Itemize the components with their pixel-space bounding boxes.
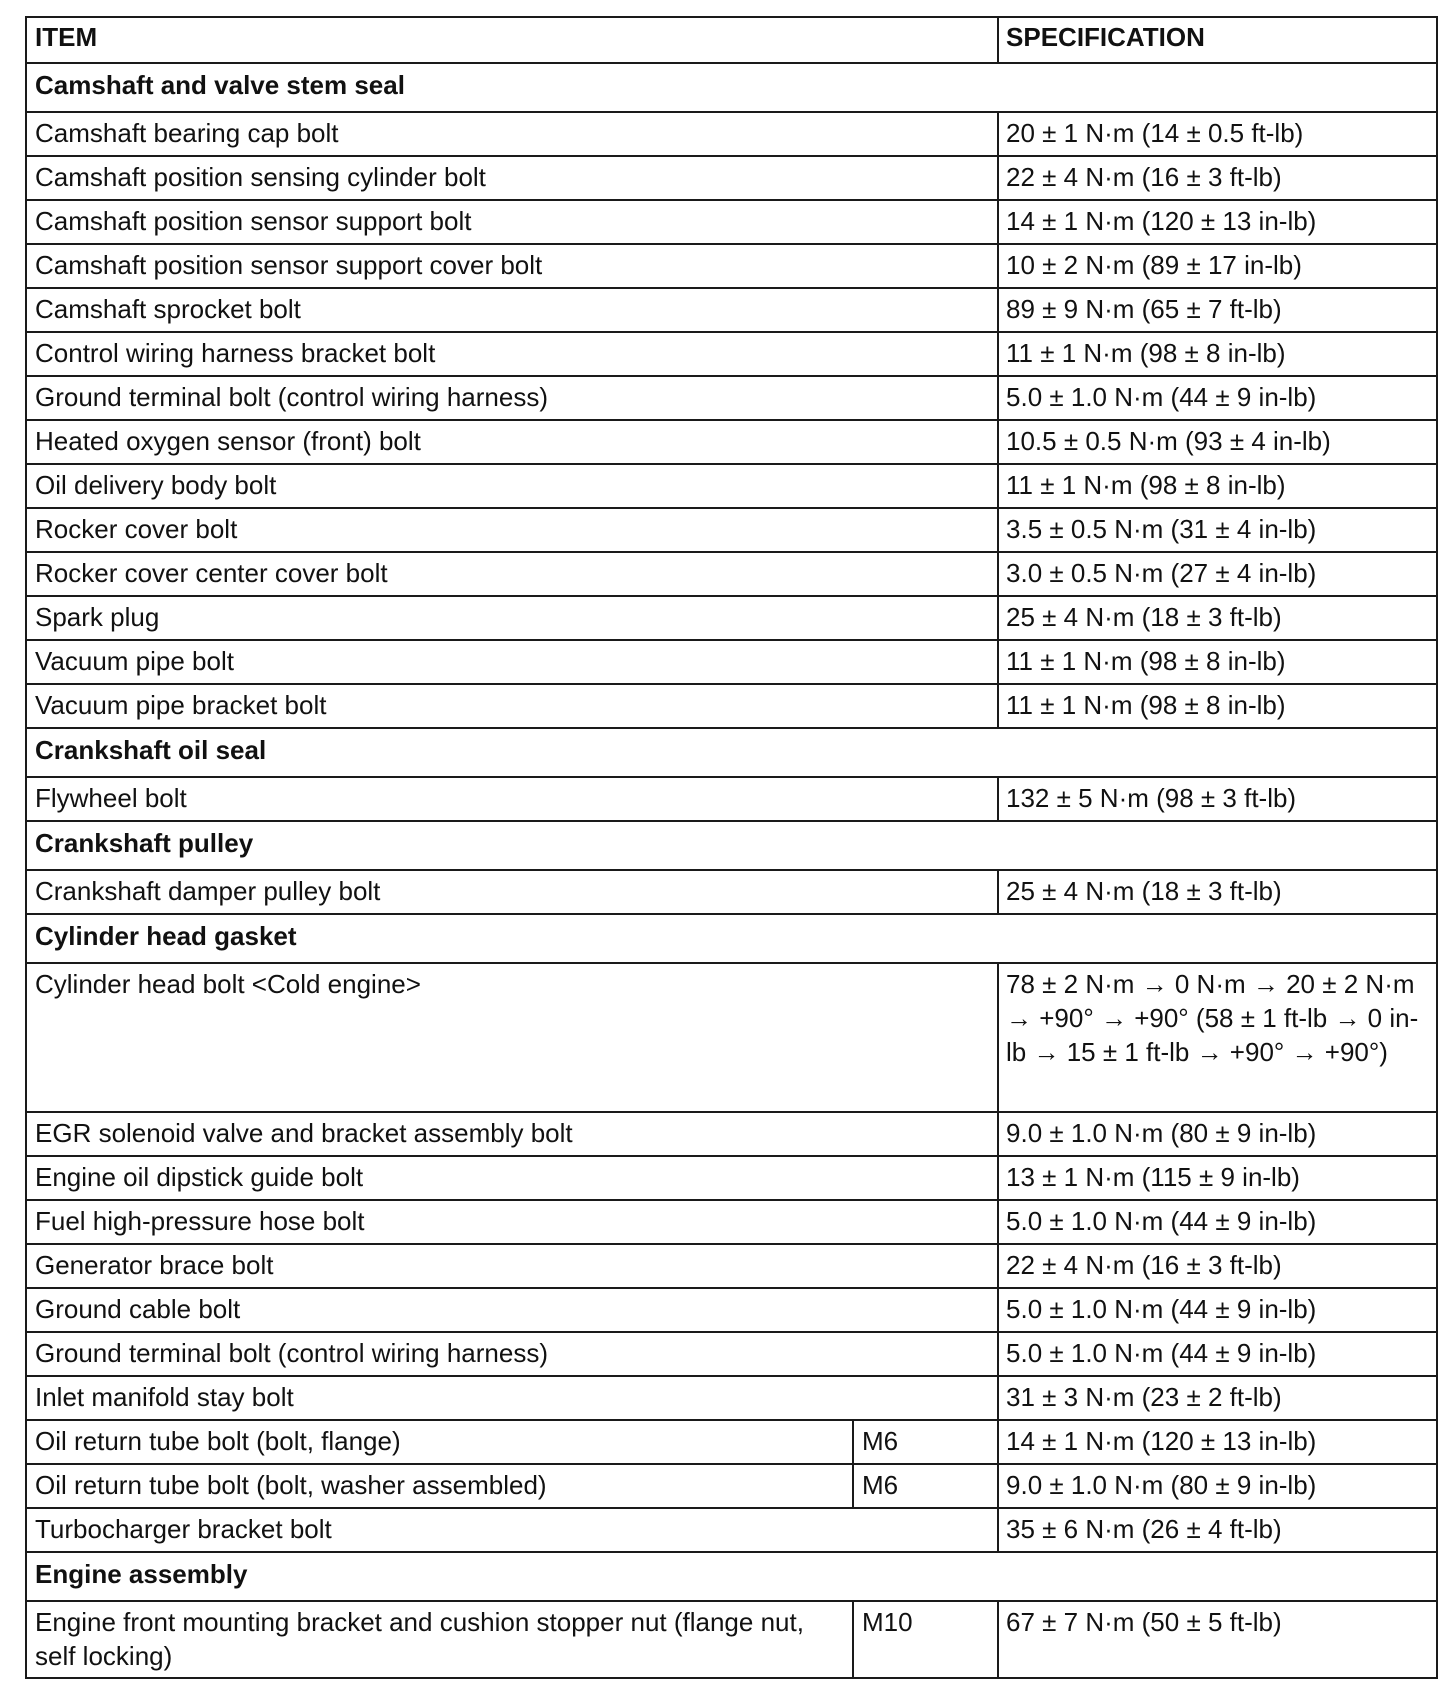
torque-spec-table — [25, 16, 1438, 1679]
table-row — [26, 596, 1437, 640]
item-column-header: ITEM — [26, 17, 998, 63]
size-cell: M6 — [853, 1420, 998, 1464]
item-cell: Fuel high-pressure hose bolt — [26, 1200, 998, 1244]
section-header-row — [26, 728, 1437, 777]
section-header-row — [26, 63, 1437, 112]
section-header-row — [26, 1552, 1437, 1601]
specification-cell: 14 ± 1 N·m (120 ± 13 in-lb) — [998, 1420, 1437, 1464]
item-cell: Crankshaft damper pulley bolt — [26, 870, 998, 914]
specification-cell: 13 ± 1 N·m (115 ± 9 in-lb) — [998, 1156, 1437, 1200]
table-row — [26, 464, 1437, 508]
section-title: Crankshaft pulley — [26, 821, 1437, 870]
table-row — [26, 640, 1437, 684]
specification-cell: 10.5 ± 0.5 N·m (93 ± 4 in-lb) — [998, 420, 1437, 464]
specification-cell: 20 ± 1 N·m (14 ± 0.5 ft-lb) — [998, 112, 1437, 156]
table-row — [26, 870, 1437, 914]
item-cell: Camshaft position sensor support bolt — [26, 200, 998, 244]
table-row — [26, 112, 1437, 156]
section-title: Cylinder head gasket — [26, 914, 1437, 963]
item-cell: Heated oxygen sensor (front) bolt — [26, 420, 998, 464]
item-cell: Ground terminal bolt (control wiring harness) — [26, 376, 998, 420]
table-row — [26, 1200, 1437, 1244]
specification-cell: 9.0 ± 1.0 N·m (80 ± 9 in-lb) — [998, 1464, 1437, 1508]
specification-cell: 78 ± 2 N·m → 0 N·m → 20 ± 2 N·m → +90° → +90° (58 ± 1 ft-lb → 0 in-lb → 15 ± 1 ft-lb → +90° → +90°) — [998, 963, 1437, 1112]
specification-cell: 25 ± 4 N·m (18 ± 3 ft-lb) — [998, 870, 1437, 914]
specification-cell: 3.0 ± 0.5 N·m (27 ± 4 in-lb) — [998, 552, 1437, 596]
item-cell: Spark plug — [26, 596, 998, 640]
header-row — [26, 17, 1437, 63]
table-row — [26, 552, 1437, 596]
specification-cell: 5.0 ± 1.0 N·m (44 ± 9 in-lb) — [998, 1288, 1437, 1332]
section-title: Crankshaft oil seal — [26, 728, 1437, 777]
table-row — [26, 1332, 1437, 1376]
specification-cell: 22 ± 4 N·m (16 ± 3 ft-lb) — [998, 1244, 1437, 1288]
item-cell: Camshaft bearing cap bolt — [26, 112, 998, 156]
item-cell: Flywheel bolt — [26, 777, 998, 821]
item-cell: Oil delivery body bolt — [26, 464, 998, 508]
item-cell: Cylinder head bolt <Cold engine> — [26, 963, 998, 1112]
table-row — [26, 1112, 1437, 1156]
table-row — [26, 1464, 1437, 1508]
specification-cell: 22 ± 4 N·m (16 ± 3 ft-lb) — [998, 156, 1437, 200]
table-row — [26, 1601, 1437, 1678]
specification-cell: 31 ± 3 N·m (23 ± 2 ft-lb) — [998, 1376, 1437, 1420]
table-row — [26, 1288, 1437, 1332]
item-cell: Ground terminal bolt (control wiring harness) — [26, 1332, 998, 1376]
specification-cell: 14 ± 1 N·m (120 ± 13 in-lb) — [998, 200, 1437, 244]
specification-cell: 5.0 ± 1.0 N·m (44 ± 9 in-lb) — [998, 376, 1437, 420]
specification-cell: 132 ± 5 N·m (98 ± 3 ft-lb) — [998, 777, 1437, 821]
item-cell: Engine front mounting bracket and cushion stopper nut (flange nut, self locking) — [26, 1601, 853, 1678]
table-row — [26, 1156, 1437, 1200]
table-row — [26, 1244, 1437, 1288]
item-cell: Engine oil dipstick guide bolt — [26, 1156, 998, 1200]
specification-cell: 5.0 ± 1.0 N·m (44 ± 9 in-lb) — [998, 1200, 1437, 1244]
table-row — [26, 1420, 1437, 1464]
item-cell: Vacuum pipe bolt — [26, 640, 998, 684]
specification-cell: 67 ± 7 N·m (50 ± 5 ft-lb) — [998, 1601, 1437, 1678]
specification-cell: 3.5 ± 0.5 N·m (31 ± 4 in-lb) — [998, 508, 1437, 552]
table-row — [26, 244, 1437, 288]
item-cell: Control wiring harness bracket bolt — [26, 332, 998, 376]
item-cell: Vacuum pipe bracket bolt — [26, 684, 998, 728]
item-cell: EGR solenoid valve and bracket assembly bolt — [26, 1112, 998, 1156]
table-row — [26, 508, 1437, 552]
specification-cell: 10 ± 2 N·m (89 ± 17 in-lb) — [998, 244, 1437, 288]
item-cell: Rocker cover bolt — [26, 508, 998, 552]
table-row — [26, 420, 1437, 464]
item-cell: Inlet manifold stay bolt — [26, 1376, 998, 1420]
table-row — [26, 1508, 1437, 1552]
item-cell: Ground cable bolt — [26, 1288, 998, 1332]
table-row — [26, 777, 1437, 821]
specification-cell: 5.0 ± 1.0 N·m (44 ± 9 in-lb) — [998, 1332, 1437, 1376]
specification-cell: 11 ± 1 N·m (98 ± 8 in-lb) — [998, 464, 1437, 508]
item-cell: Turbocharger bracket bolt — [26, 1508, 998, 1552]
size-cell: M10 — [853, 1601, 998, 1678]
item-cell: Generator brace bolt — [26, 1244, 998, 1288]
specification-cell: 25 ± 4 N·m (18 ± 3 ft-lb) — [998, 596, 1437, 640]
table-row — [26, 684, 1437, 728]
specification-column-header: SPECIFICATION — [998, 17, 1437, 63]
item-cell: Camshaft position sensing cylinder bolt — [26, 156, 998, 200]
table-row — [26, 200, 1437, 244]
item-cell: Camshaft sprocket bolt — [26, 288, 998, 332]
item-cell: Rocker cover center cover bolt — [26, 552, 998, 596]
item-cell: Oil return tube bolt (bolt, flange) — [26, 1420, 853, 1464]
table-row — [26, 963, 1437, 1112]
specification-cell: 11 ± 1 N·m (98 ± 8 in-lb) — [998, 640, 1437, 684]
section-title: Camshaft and valve stem seal — [26, 63, 1437, 112]
specification-cell: 11 ± 1 N·m (98 ± 8 in-lb) — [998, 684, 1437, 728]
table-row — [26, 156, 1437, 200]
item-cell: Oil return tube bolt (bolt, washer assembled) — [26, 1464, 853, 1508]
specification-cell: 11 ± 1 N·m (98 ± 8 in-lb) — [998, 332, 1437, 376]
table-row — [26, 1376, 1437, 1420]
specification-cell: 9.0 ± 1.0 N·m (80 ± 9 in-lb) — [998, 1112, 1437, 1156]
section-header-row — [26, 914, 1437, 963]
specification-cell: 35 ± 6 N·m (26 ± 4 ft-lb) — [998, 1508, 1437, 1552]
section-header-row — [26, 821, 1437, 870]
item-cell: Camshaft position sensor support cover bolt — [26, 244, 998, 288]
size-cell: M6 — [853, 1464, 998, 1508]
specification-cell: 89 ± 9 N·m (65 ± 7 ft-lb) — [998, 288, 1437, 332]
section-title: Engine assembly — [26, 1552, 1437, 1601]
table-row — [26, 288, 1437, 332]
table-row — [26, 376, 1437, 420]
table-row — [26, 332, 1437, 376]
